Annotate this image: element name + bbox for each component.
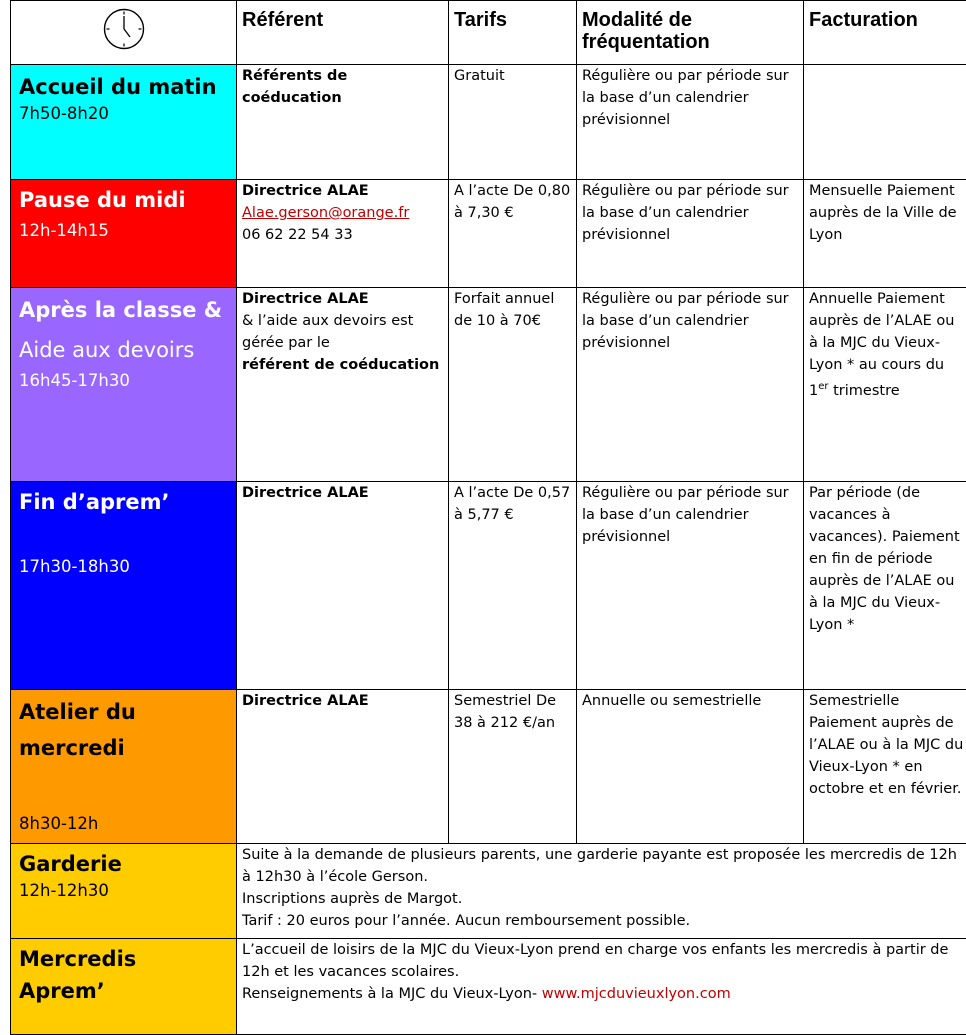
facturation-end: trimestre xyxy=(829,383,900,399)
header-clock-cell xyxy=(11,1,237,65)
facturation-cell xyxy=(804,288,966,482)
activity-cell-apres xyxy=(11,288,237,482)
row-garderie xyxy=(11,844,966,939)
facturation-cell: Semestrielle Paiement auprès de l’ALAE ou à la MJC du Vieux-Lyon * en octobre et en février. xyxy=(804,690,966,844)
row-apres-classe xyxy=(11,288,966,482)
activity-name: Fin d’aprem’ xyxy=(19,484,228,520)
modalite-cell: Régulière ou par période sur la base d’un calendrier prévisionnel xyxy=(577,482,804,690)
activity-name: Accueil du matin xyxy=(19,71,228,103)
referent-cell xyxy=(237,288,449,482)
facturation-sup: er xyxy=(818,381,828,392)
header-facturation: Facturation xyxy=(804,1,966,65)
referent-cell: Référents de coéducation xyxy=(237,65,449,180)
referent-note: & l’aide aux devoirs est gérée par le xyxy=(242,310,443,354)
modalite-cell: Régulière ou par période sur la base d’un calendrier prévisionnel xyxy=(577,180,804,288)
row-accueil-matin xyxy=(11,65,966,180)
mercredis-description xyxy=(237,939,966,1035)
referent-coeducation: référent de coéducation xyxy=(242,354,443,376)
email-link[interactable] xyxy=(242,202,443,224)
garderie-line-3: Tarif : 20 euros pour l’année. Aucun remboursement possible. xyxy=(242,910,966,932)
garderie-description xyxy=(237,844,966,939)
row-mercredis-aprem xyxy=(11,939,966,1035)
activity-time: 7h50-8h20 xyxy=(19,103,228,125)
facturation-cell: Par période (de vacances à vacances). Paiement en fin de période auprès de l’ALAE ou à la MJC du Vieux-Lyon * xyxy=(804,482,966,690)
activity-name: Après la classe & xyxy=(19,290,228,330)
mercredis-line-1: L’accueil de loisirs de la MJC du Vieux-Lyon prend en charge vos enfants les mercredis à partir de 12h et les vacances scolaires. xyxy=(242,939,966,983)
row-pause-midi xyxy=(11,180,966,288)
activity-name: Mercredis Aprem’ xyxy=(19,943,228,1007)
phone-number: 06 62 22 54 33 xyxy=(242,224,443,246)
referent-cell: Directrice ALAE xyxy=(237,482,449,690)
header-row xyxy=(11,1,966,65)
clock-icon xyxy=(102,7,146,51)
referent-name: Directrice ALAE xyxy=(242,288,443,310)
garderie-line-2: Inscriptions auprès de Margot. xyxy=(242,888,966,910)
mercredis-line-2 xyxy=(242,983,966,1005)
tarif-cell: A l’acte De 0,57 à 5,77 € xyxy=(449,482,577,690)
tarif-cell: Semestriel De 38 à 212 €/an xyxy=(449,690,577,844)
schedule-table xyxy=(10,0,966,1035)
activity-cell-matin xyxy=(11,65,237,180)
activity-time: 12h-12h30 xyxy=(19,880,228,902)
activity-name: Garderie xyxy=(19,848,228,880)
website-link[interactable]: www.mjcduvieuxlyon.com xyxy=(542,986,731,1002)
activity-cell-garderie xyxy=(11,844,237,939)
referent-cell xyxy=(237,180,449,288)
activity-cell-mercredis xyxy=(11,939,237,1035)
modalite-cell: Régulière ou par période sur la base d’un calendrier prévisionnel xyxy=(577,65,804,180)
row-fin-aprem xyxy=(11,482,966,690)
activity-cell-midi xyxy=(11,180,237,288)
activity-name: Pause du midi xyxy=(19,184,228,216)
activity-cell-atelier xyxy=(11,690,237,844)
modalite-cell: Annuelle ou semestrielle xyxy=(577,690,804,844)
header-modalite: Modalité de fréquentation xyxy=(577,1,804,65)
referent-cell: Directrice ALAE xyxy=(237,690,449,844)
tarif-cell: A l’acte De 0,80 à 7,30 € xyxy=(449,180,577,288)
email-link-text[interactable]: Alae.gerson@orange.fr xyxy=(242,205,409,221)
referent-name: Directrice ALAE xyxy=(242,180,443,202)
activity-time: 17h30-18h30 xyxy=(19,556,228,578)
garderie-line-1: Suite à la demande de plusieurs parents, une garderie payante est proposée les mercredis de 12h à 12h30 à l’école Gerson. xyxy=(242,844,966,888)
activity-time: 12h-14h15 xyxy=(19,220,228,242)
activity-time: 16h45-17h30 xyxy=(19,370,228,392)
facturation-text: Annuelle Paiement auprès de l’ALAE ou à la MJC du Vieux-Lyon * au cours du 1 xyxy=(809,291,954,399)
activity-subname: Aide aux devoirs xyxy=(19,330,228,370)
activity-name: Atelier du mercredi xyxy=(19,694,228,766)
row-atelier-mercredi xyxy=(11,690,966,844)
facturation-cell xyxy=(804,65,966,180)
modalite-cell: Régulière ou par période sur la base d’un calendrier prévisionnel xyxy=(577,288,804,482)
activity-cell-fin xyxy=(11,482,237,690)
tarif-cell: Forfait annuel de 10 à 70€ xyxy=(449,288,577,482)
header-referent: Référent xyxy=(237,1,449,65)
mercredis-info: Renseignements à la MJC du Vieux-Lyon- xyxy=(242,986,542,1002)
facturation-cell: Mensuelle Paiement auprès de la Ville de Lyon xyxy=(804,180,966,288)
activity-time: 8h30-12h xyxy=(19,813,98,835)
tarif-cell: Gratuit xyxy=(449,65,577,180)
header-tarifs: Tarifs xyxy=(449,1,577,65)
